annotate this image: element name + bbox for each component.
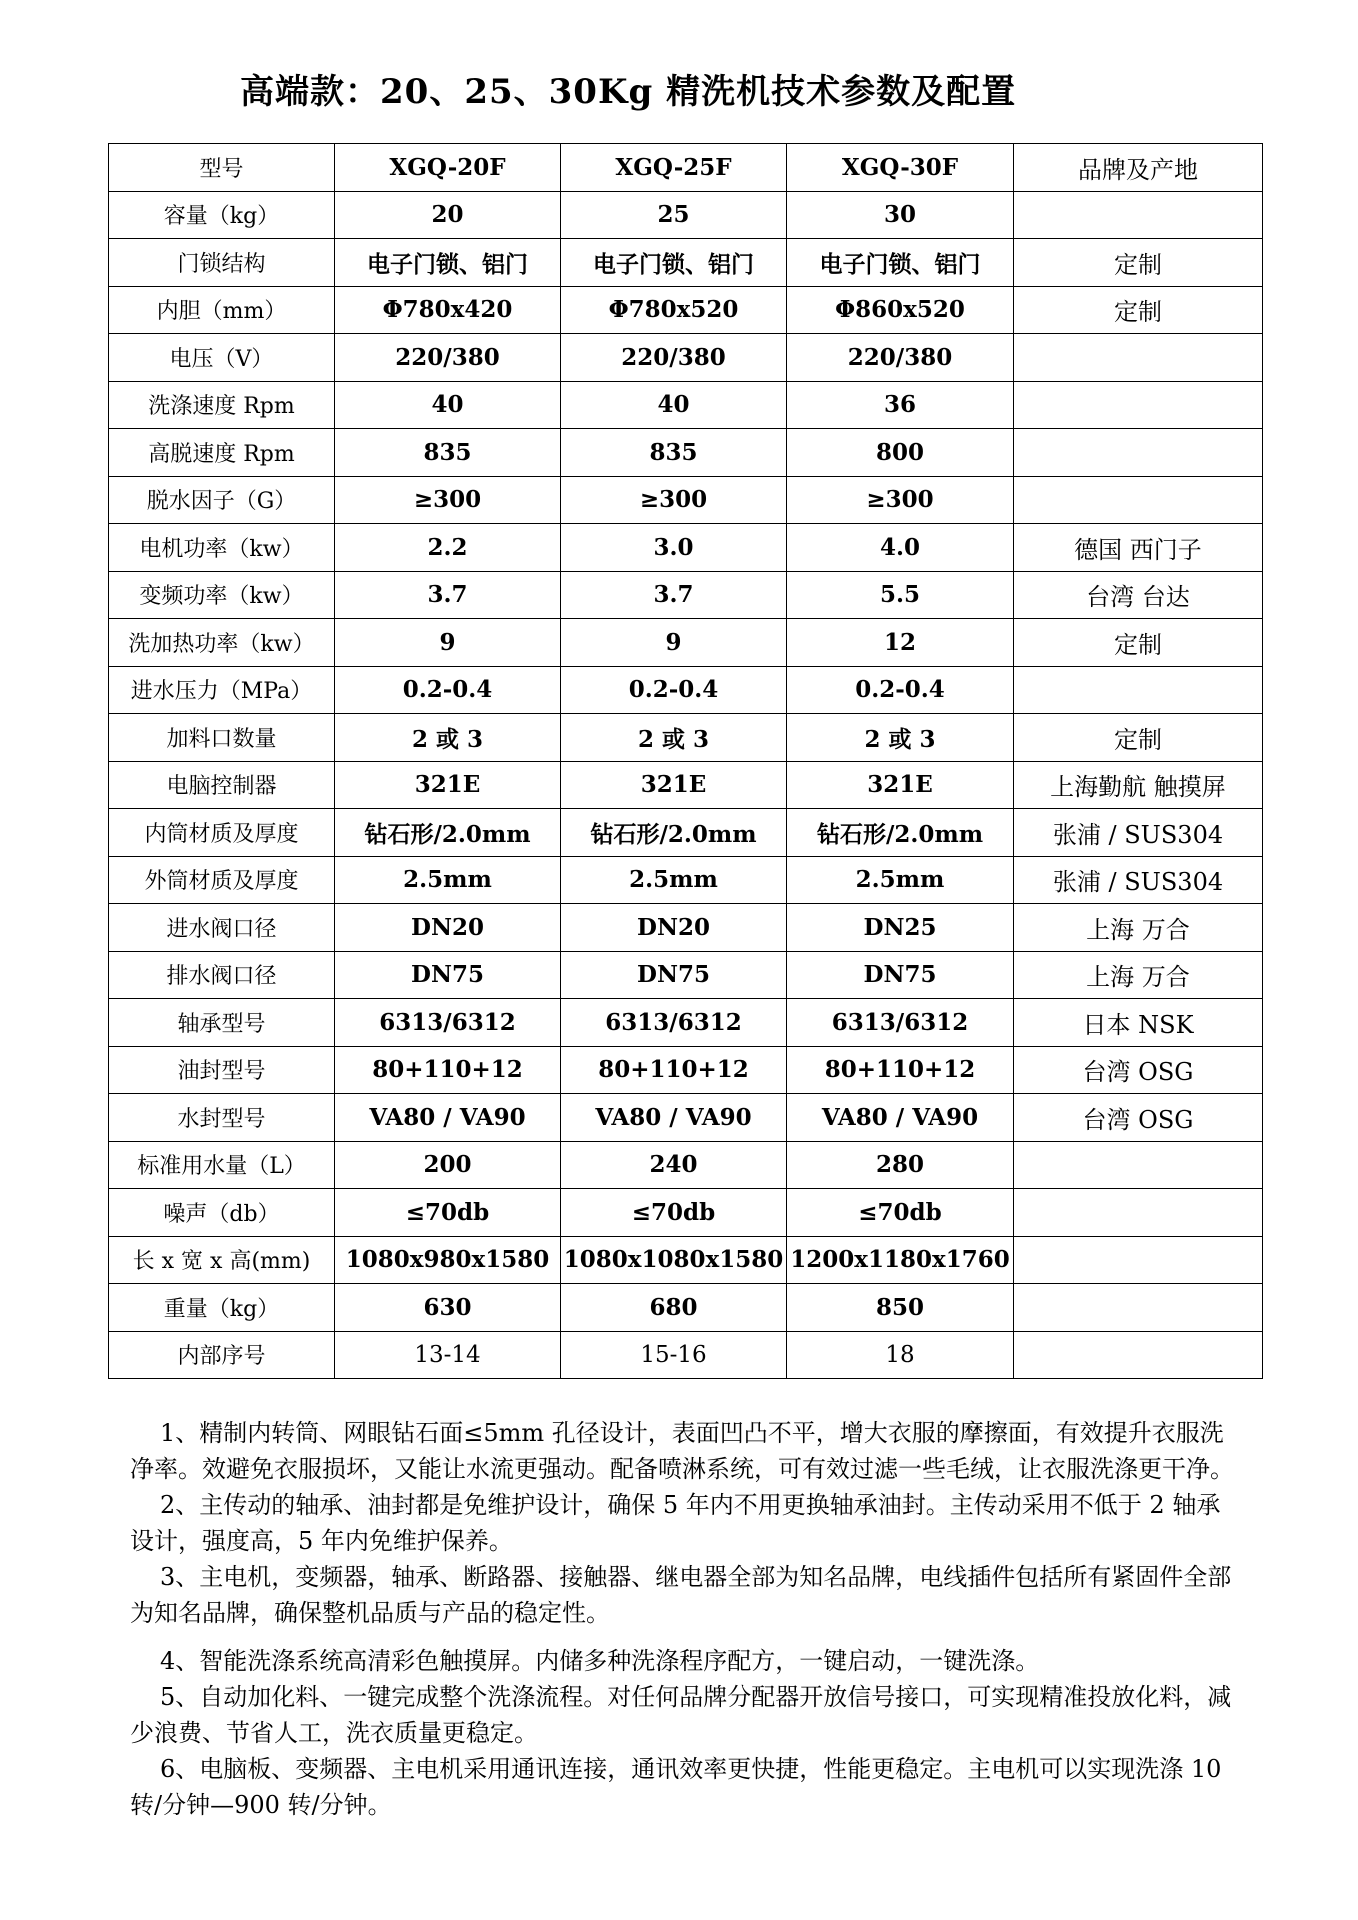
cell-row-label: 进水压力（MPa） xyxy=(109,666,335,714)
cell-brand-origin xyxy=(1014,666,1263,714)
cell-row-label: 电脑控制器 xyxy=(109,761,335,809)
cell-value-30f: Φ860x520 xyxy=(787,286,1014,334)
table-row xyxy=(109,666,1263,714)
note-item: 4、智能洗涤系统高清彩色触摸屏。内储多种洗涤程序配方，一键启动，一键洗涤。 xyxy=(160,1647,1040,1675)
cell-value-30f: 6313/6312 xyxy=(787,999,1014,1047)
cell-row-label: 加料口数量 xyxy=(109,714,335,762)
cell-row-label: 洗加热功率（kw） xyxy=(109,619,335,667)
cell-brand-origin xyxy=(1014,1189,1263,1237)
cell-value-20f: VA80 / VA90 xyxy=(335,1094,561,1142)
cell-row-label: 门锁结构 xyxy=(109,239,335,287)
cell-value-20f: DN20 xyxy=(335,904,561,952)
cell-value-25f: 835 xyxy=(561,429,787,477)
table-row xyxy=(109,619,1263,667)
cell-brand-origin: 定制 xyxy=(1014,239,1263,287)
table-row xyxy=(109,191,1263,239)
cell-row-label: 进水阀口径 xyxy=(109,904,335,952)
cell-brand-origin: 张浦 / SUS304 xyxy=(1014,809,1263,857)
cell-value-25f: DN75 xyxy=(561,951,787,999)
cell-value-25f: Φ780x520 xyxy=(561,286,787,334)
header-cell-model-20f: XGQ-20F xyxy=(335,144,561,192)
cell-value-25f: 2 或 3 xyxy=(561,714,787,762)
cell-value-25f: 3.0 xyxy=(561,524,787,572)
cell-brand-origin: 定制 xyxy=(1014,714,1263,762)
cell-value-25f: 2.5mm xyxy=(561,856,787,904)
cell-brand-origin xyxy=(1014,476,1263,524)
cell-value-20f: 40 xyxy=(335,381,561,429)
cell-value-30f: 2 或 3 xyxy=(787,714,1014,762)
cell-row-label: 排水阀口径 xyxy=(109,951,335,999)
cell-value-25f: 电子门锁、铝门 xyxy=(561,239,787,287)
cell-brand-origin xyxy=(1014,1141,1263,1189)
cell-value-25f: 0.2-0.4 xyxy=(561,666,787,714)
cell-brand-origin xyxy=(1014,429,1263,477)
cell-value-30f: 280 xyxy=(787,1141,1014,1189)
cell-row-label: 高脱速度 Rpm xyxy=(109,429,335,477)
note-item: 3、主电机，变频器，轴承、断路器、接触器、继电器全部为知名品牌，电线插件包括所有紧固件全部为知名品牌，确保整机品质与产品的稳定性。 xyxy=(130,1563,1232,1627)
cell-brand-origin xyxy=(1014,1236,1263,1284)
cell-brand-origin: 上海 万合 xyxy=(1014,904,1263,952)
cell-value-20f: 2.5mm xyxy=(335,856,561,904)
table-row xyxy=(109,476,1263,524)
cell-value-30f: 0.2-0.4 xyxy=(787,666,1014,714)
cell-row-label: 内筒材质及厚度 xyxy=(109,809,335,857)
cell-value-20f: 220/380 xyxy=(335,334,561,382)
table-row xyxy=(109,571,1263,619)
cell-value-30f: 80+110+12 xyxy=(787,1046,1014,1094)
cell-value-30f: 12 xyxy=(787,619,1014,667)
cell-value-20f: 200 xyxy=(335,1141,561,1189)
cell-value-30f: 18 xyxy=(787,1331,1014,1379)
cell-brand-origin: 台湾 OSG xyxy=(1014,1094,1263,1142)
cell-value-25f: 220/380 xyxy=(561,334,787,382)
cell-value-25f: 1080x1080x1580 xyxy=(561,1236,787,1284)
cell-row-label: 内部序号 xyxy=(109,1331,335,1379)
cell-value-20f: 630 xyxy=(335,1284,561,1332)
table-row xyxy=(109,904,1263,952)
cell-value-20f: 0.2-0.4 xyxy=(335,666,561,714)
cell-value-25f: 15-16 xyxy=(561,1331,787,1379)
table-row xyxy=(109,381,1263,429)
cell-value-25f: ≥300 xyxy=(561,476,787,524)
cell-value-20f: 80+110+12 xyxy=(335,1046,561,1094)
cell-value-30f: 30 xyxy=(787,191,1014,239)
cell-brand-origin: 定制 xyxy=(1014,286,1263,334)
cell-value-20f: 835 xyxy=(335,429,561,477)
table-row xyxy=(109,524,1263,572)
cell-value-20f: ≥300 xyxy=(335,476,561,524)
cell-value-25f: DN20 xyxy=(561,904,787,952)
header-cell-brand: 品牌及产地 xyxy=(1014,144,1263,192)
cell-value-25f: 6313/6312 xyxy=(561,999,787,1047)
table-row xyxy=(109,999,1263,1047)
spec-table-body xyxy=(109,144,1263,1379)
cell-brand-origin: 张浦 / SUS304 xyxy=(1014,856,1263,904)
note-item: 5、自动加化料、一键完成整个洗涤流程。对任何品牌分配器开放信号接口，可实现精准投放化料，减少浪费、节省人工，洗衣质量更稳定。 xyxy=(130,1683,1232,1747)
cell-value-20f: DN75 xyxy=(335,951,561,999)
cell-value-20f: 2 或 3 xyxy=(335,714,561,762)
cell-row-label: 电压（V） xyxy=(109,334,335,382)
cell-row-label: 脱水因子（G） xyxy=(109,476,335,524)
table-row xyxy=(109,1189,1263,1237)
cell-row-label: 噪声（db） xyxy=(109,1189,335,1237)
cell-row-label: 容量（kg） xyxy=(109,191,335,239)
table-row xyxy=(109,951,1263,999)
cell-value-30f: 5.5 xyxy=(787,571,1014,619)
cell-brand-origin xyxy=(1014,191,1263,239)
cell-value-20f: 2.2 xyxy=(335,524,561,572)
cell-row-label: 轴承型号 xyxy=(109,999,335,1047)
table-row xyxy=(109,239,1263,287)
cell-value-30f: ≤70db xyxy=(787,1189,1014,1237)
cell-brand-origin xyxy=(1014,1284,1263,1332)
cell-value-25f: 25 xyxy=(561,191,787,239)
cell-value-20f: 6313/6312 xyxy=(335,999,561,1047)
cell-row-label: 水封型号 xyxy=(109,1094,335,1142)
table-row xyxy=(109,1284,1263,1332)
table-row xyxy=(109,761,1263,809)
cell-value-20f: Φ780x420 xyxy=(335,286,561,334)
cell-value-20f: 1080x980x1580 xyxy=(335,1236,561,1284)
cell-row-label: 标准用水量（L） xyxy=(109,1141,335,1189)
cell-value-30f: 800 xyxy=(787,429,1014,477)
note-item: 1、精制内转筒、网眼钻石面≤5mm 孔径设计，表面凹凸不平，增大衣服的摩擦面，有效提升衣服洗净率。效避免衣服损坏，又能让水流更强动。配备喷淋系统，可有效过滤一些毛绒，让衣服洗涤更干净。 xyxy=(130,1419,1234,1483)
cell-value-30f: 36 xyxy=(787,381,1014,429)
cell-value-30f: 850 xyxy=(787,1284,1014,1332)
table-row xyxy=(109,1141,1263,1189)
table-row xyxy=(109,1094,1263,1142)
cell-row-label: 洗涤速度 Rpm xyxy=(109,381,335,429)
cell-value-20f: 钻石形/2.0mm xyxy=(335,809,561,857)
cell-value-25f: 321E xyxy=(561,761,787,809)
page-title: 高端款：20、25、30Kg 精洗机技术参数及配置 xyxy=(240,72,1017,112)
note-item: 6、电脑板、变频器、主电机采用通讯连接，通讯效率更快捷，性能更稳定。主电机可以实现洗涤 10 转/分钟—900 转/分钟。 xyxy=(130,1755,1222,1819)
cell-value-30f: ≥300 xyxy=(787,476,1014,524)
table-row xyxy=(109,334,1263,382)
cell-value-30f: 1200x1180x1760 xyxy=(787,1236,1014,1284)
cell-value-20f: 3.7 xyxy=(335,571,561,619)
table-row xyxy=(109,286,1263,334)
cell-value-25f: ≤70db xyxy=(561,1189,787,1237)
table-row xyxy=(109,1236,1263,1284)
table-row xyxy=(109,856,1263,904)
table-row xyxy=(109,714,1263,762)
cell-value-30f: 220/380 xyxy=(787,334,1014,382)
cell-brand-origin: 定制 xyxy=(1014,619,1263,667)
table-row xyxy=(109,429,1263,477)
cell-value-25f: 40 xyxy=(561,381,787,429)
cell-value-25f: 钻石形/2.0mm xyxy=(561,809,787,857)
cell-value-30f: 电子门锁、铝门 xyxy=(787,239,1014,287)
cell-value-30f: 钻石形/2.0mm xyxy=(787,809,1014,857)
cell-value-20f: 9 xyxy=(335,619,561,667)
cell-value-30f: 2.5mm xyxy=(787,856,1014,904)
cell-value-20f: 13-14 xyxy=(335,1331,561,1379)
table-row xyxy=(109,809,1263,857)
cell-row-label: 电机功率（kw） xyxy=(109,524,335,572)
cell-row-label: 变频功率（kw） xyxy=(109,571,335,619)
cell-row-label: 内胆（mm） xyxy=(109,286,335,334)
spec-table xyxy=(108,143,1263,1379)
note-item: 2、主传动的轴承、油封都是免维护设计，确保 5 年内不用更换轴承油封。主传动采用不低于 2 轴承设计，强度高，5 年内免维护保养。 xyxy=(130,1491,1221,1555)
cell-value-20f: 321E xyxy=(335,761,561,809)
cell-brand-origin xyxy=(1014,1331,1263,1379)
feature-notes xyxy=(130,1415,1242,1823)
cell-brand-origin: 台湾 台达 xyxy=(1014,571,1263,619)
cell-value-30f: VA80 / VA90 xyxy=(787,1094,1014,1142)
header-cell-model-25f: XGQ-25F xyxy=(561,144,787,192)
table-row xyxy=(109,1046,1263,1094)
cell-value-25f: 240 xyxy=(561,1141,787,1189)
header-cell-label: 型号 xyxy=(109,144,335,192)
cell-row-label: 长 x 宽 x 高(mm) xyxy=(109,1236,335,1284)
cell-value-25f: 680 xyxy=(561,1284,787,1332)
cell-value-25f: 3.7 xyxy=(561,571,787,619)
cell-brand-origin: 日本 NSK xyxy=(1014,999,1263,1047)
cell-value-30f: DN75 xyxy=(787,951,1014,999)
cell-row-label: 重量（kg） xyxy=(109,1284,335,1332)
cell-row-label: 油封型号 xyxy=(109,1046,335,1094)
cell-value-25f: 80+110+12 xyxy=(561,1046,787,1094)
cell-brand-origin: 德国 西门子 xyxy=(1014,524,1263,572)
cell-row-label: 外筒材质及厚度 xyxy=(109,856,335,904)
cell-value-30f: DN25 xyxy=(787,904,1014,952)
cell-value-20f: 电子门锁、铝门 xyxy=(335,239,561,287)
table-header-row xyxy=(109,144,1263,192)
cell-value-30f: 321E xyxy=(787,761,1014,809)
cell-value-30f: 4.0 xyxy=(787,524,1014,572)
cell-brand-origin xyxy=(1014,381,1263,429)
cell-value-25f: 9 xyxy=(561,619,787,667)
header-cell-model-30f: XGQ-30F xyxy=(787,144,1014,192)
cell-brand-origin: 上海 万合 xyxy=(1014,951,1263,999)
cell-brand-origin xyxy=(1014,334,1263,382)
cell-value-20f: ≤70db xyxy=(335,1189,561,1237)
table-row xyxy=(109,1331,1263,1379)
cell-value-25f: VA80 / VA90 xyxy=(561,1094,787,1142)
cell-brand-origin: 台湾 OSG xyxy=(1014,1046,1263,1094)
cell-value-20f: 20 xyxy=(335,191,561,239)
cell-brand-origin: 上海勤航 触摸屏 xyxy=(1014,761,1263,809)
